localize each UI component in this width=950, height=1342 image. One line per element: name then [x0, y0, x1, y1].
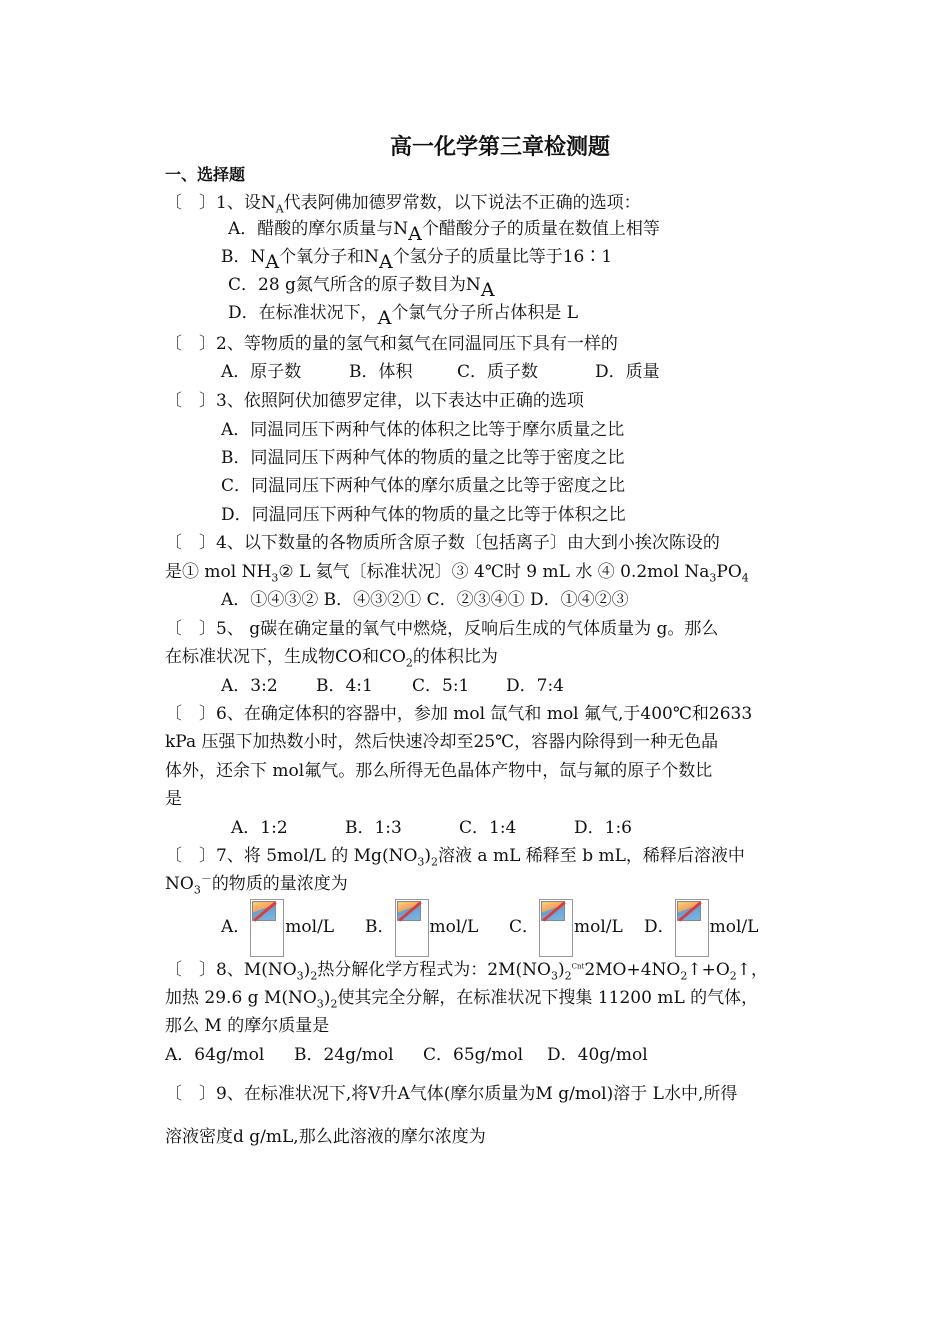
question-5-stem-line-2: 在标准状况下，生成物CO和$CO_2$的体积比为 — [165, 647, 498, 670]
question-6-line-1: 〔 〕6、在确定体积的容器中，参加 mol 氙气和 mol 氟气,于400℃和2633 — [165, 704, 753, 724]
question-5-option-b: B．4:1 — [316, 676, 373, 696]
page-title: 高一化学第三章检测题 — [389, 135, 610, 160]
question-6-options — [231, 816, 632, 840]
question-6-option-b: B．1:3 — [345, 818, 402, 838]
question-3-option-c: C．同温同压下两种气体的摩尔质量之比等于密度之比 — [221, 476, 626, 496]
question-1-option-a: A．醋酸的摩尔质量与NA个醋酸分子的质量在数值上相等 — [228, 219, 660, 245]
question-2-option-d: D．质量 — [595, 362, 660, 382]
question-2-options — [221, 360, 660, 384]
question-6-option-a: A．1:2 — [231, 818, 288, 838]
question-7-stem-line-1: 〔 〕7、将 5mol/L 的 $Mg(NO_3)_2$溶液 a mL 稀释至 b mL，稀释后溶液中 — [165, 846, 745, 869]
question-5-stem-line-1: 〔 〕5、 g碳在确定量的氧气中燃烧，反响后生成的气体质量为 g。那么 — [165, 619, 719, 639]
question-4-stem-line-2: 是① mol $NH_3②$ L 氦气〔标准状况〕③ 4℃时 9 mL 水 ④ 0.2mol $Na_3PO_4$ — [165, 562, 749, 585]
question-3-option-a: A．同温同压下两种气体的体积之比等于摩尔质量之比 — [221, 420, 625, 440]
question-6-option-d: D．1:6 — [574, 818, 632, 838]
question-1-stem: 〔 〕1、设$N_A$代表阿佛加德罗常数，以下说法不正确的选项： — [165, 193, 641, 216]
formula-image-icon — [539, 899, 573, 957]
question-2-stem: 〔 〕2、等物质的量的氢气和氦气在同温同压下具有一样的 — [165, 334, 618, 354]
question-7-options — [221, 898, 758, 957]
question-8-option-d: D．40g/mol — [547, 1045, 648, 1065]
question-6-line-3: 体外，还余下 mol氟气。那么所得无色晶体产物中，氙与氟的原子个数比 — [165, 761, 713, 781]
question-8-line-2: 加热 29.6 g $M(NO_3)_2$使其完全分解，在标准状况下搜集 11200 mL 的气体， — [165, 988, 759, 1011]
question-8-options — [165, 1043, 648, 1067]
question-8-line-3: 那么 M 的摩尔质量是 — [165, 1016, 330, 1036]
section-heading: 一、选择题 — [165, 165, 246, 184]
question-8-option-c: C．65g/mol — [423, 1045, 524, 1065]
question-7-option-b: B． mol/L — [365, 898, 509, 957]
question-8-option-a: A．64g/mol — [165, 1045, 265, 1065]
question-2-option-a: A．原子数 — [221, 362, 302, 382]
question-5-option-a: A．3:2 — [221, 676, 278, 696]
question-8-line-1: 〔 〕8、$M(NO_3)_2$热分解化学方程式为：$2M(NO_3)_2^{Cnt}2MO+4NO_2↑+O_2↑$， — [165, 960, 769, 983]
question-7-option-a: A． mol/L — [221, 898, 365, 957]
question-3-option-d: D．同温同压下两种气体的物质的量之比等于体积之比 — [221, 505, 626, 525]
formula-image-icon — [675, 899, 709, 957]
question-7-option-c: C． mol/L — [509, 898, 644, 957]
question-2-option-b: B．体积 — [349, 362, 413, 382]
question-4-options: A．①④③② B．④③②① C．②③④① D．①④②③ — [221, 590, 629, 610]
question-3-stem: 〔 〕3、依照阿伏加德罗定律，以下表达中正确的选项 — [165, 391, 584, 411]
question-9-line-2: 溶液密度d g/mL,那么此溶液的摩尔浓度为 — [165, 1127, 486, 1147]
question-3-option-b: B．同温同压下两种气体的物质的量之比等于密度之比 — [221, 448, 625, 468]
formula-image-icon — [250, 899, 284, 957]
question-1-option-b: B．NA个氧分子和NA个氢分子的质量比等于16∶1 — [221, 247, 613, 273]
question-6-option-c: C．1:4 — [459, 818, 517, 838]
question-1-option-c: C．28 g氮气所含的原子数目为NA — [228, 275, 495, 301]
question-6-line-2: kPa 压强下加热数小时，然后快速冷却至25℃，容器内除得到一种无色晶 — [165, 732, 719, 752]
question-8-option-b: B．24g/mol — [294, 1045, 394, 1065]
question-4-stem-line-1: 〔 〕4、以下数量的各物质所含原子数〔包括离子〕由大到小挨次陈设的 — [165, 533, 720, 553]
question-5-option-c: C．5:1 — [412, 676, 470, 696]
question-2-option-c: C．质子数 — [457, 362, 539, 382]
question-9-line-1: 〔 〕9、在标准状况下,将V升A气体(摩尔质量为M g/mol)溶于 L水中,所得 — [165, 1084, 738, 1104]
question-6-line-4: 是 — [165, 789, 182, 809]
question-7-stem-line-2: $NO_3^-$的物质的量浓度为 — [165, 872, 348, 897]
question-5-option-d: D．7:4 — [506, 676, 564, 696]
question-1-option-d: D．在标准状况下，A个氯气分子所占体积是 L — [228, 303, 579, 329]
formula-image-icon — [395, 899, 429, 957]
question-5-options — [221, 674, 564, 698]
question-7-option-d: D． mol/L — [644, 898, 758, 957]
